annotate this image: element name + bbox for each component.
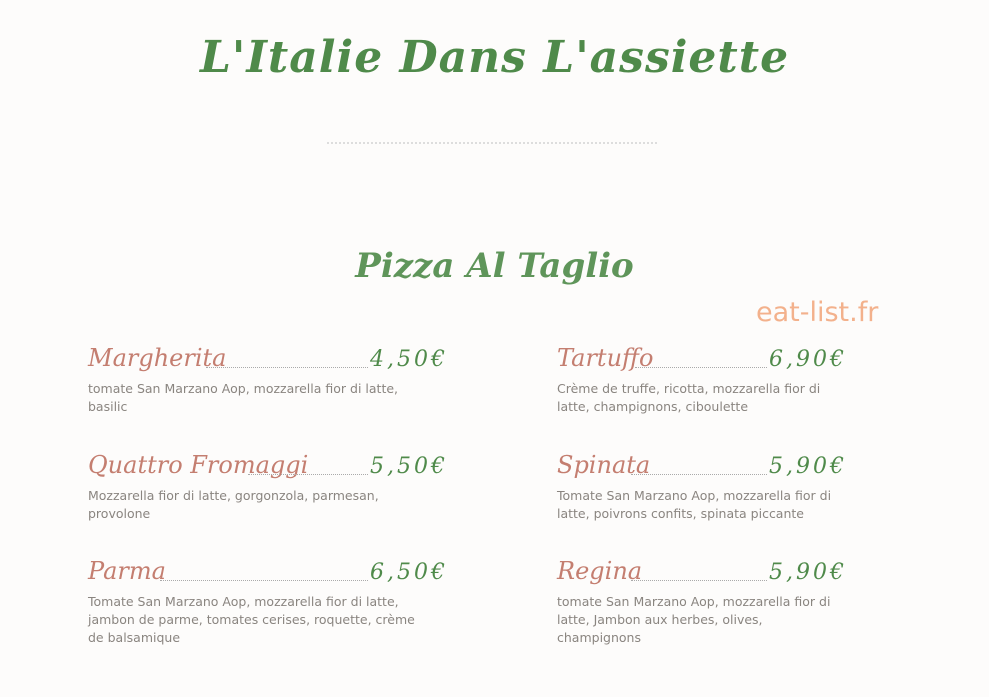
item-description: tomate San Marzano Aop, mozzarella fior di latte, Jambon aux herbes, olives, champignons (557, 594, 831, 645)
item-price: 6,50€ (370, 560, 448, 585)
item-name: Parma (88, 557, 166, 585)
item-name: Quattro Fromaggi (88, 451, 309, 479)
item-description: Crème de truffe, ricotta, mozzarella fior di latte, champignons, ciboulette (557, 381, 821, 414)
menu-item-spinata (557, 447, 847, 523)
title-divider (327, 142, 657, 144)
watermark: eat-list.fr (756, 297, 879, 328)
item-price: 6,90€ (769, 347, 847, 372)
page-title: L'Italie Dans L'assiette (199, 32, 790, 83)
item-description: Tomate San Marzano Aop, mozzarella fior di latte, jambon de parme, tomates cerises, roquette, crème de balsamique (88, 594, 415, 645)
menu-item-parma (88, 553, 448, 647)
section-title: Pizza Al Taglio (355, 246, 634, 286)
dot-leader (631, 474, 767, 475)
item-name: Spinata (557, 451, 651, 479)
item-price: 5,50€ (370, 454, 448, 479)
dot-leader (635, 367, 767, 368)
item-description: Tomate San Marzano Aop, mozzarella fior di latte, poivrons confits, spinata piccante (557, 488, 832, 521)
dot-leader (248, 474, 368, 475)
item-name: Tartuffo (557, 344, 654, 372)
dot-leader (631, 580, 767, 581)
item-price: 5,90€ (769, 454, 847, 479)
menu-item-tartuffo (557, 340, 847, 416)
dot-leader (160, 580, 368, 581)
item-price: 4,50€ (370, 347, 448, 372)
item-name: Regina (557, 557, 643, 585)
item-description: Mozzarella fior di latte, gorgonzola, parmesan, provolone (88, 488, 379, 521)
dot-leader (206, 367, 368, 368)
item-price: 5,90€ (769, 560, 847, 585)
menu-item-margherita (88, 340, 448, 416)
item-description: tomate San Marzano Aop, mozzarella fior di latte, basilic (88, 381, 399, 414)
item-name: Margherita (88, 344, 227, 372)
menu-item-regina (557, 553, 847, 647)
menu-item-quattro-fromaggi (88, 447, 448, 523)
